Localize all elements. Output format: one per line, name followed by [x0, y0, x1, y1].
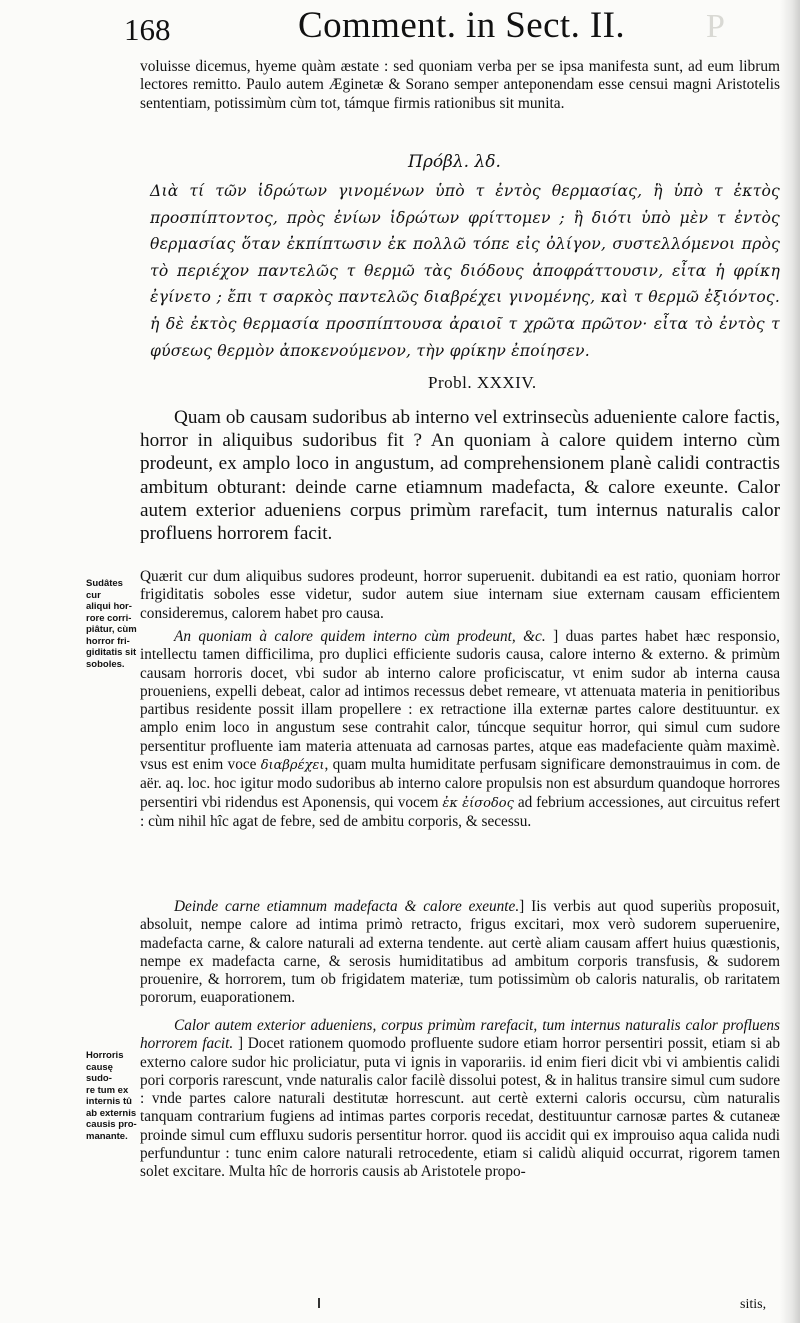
commentary-paragraph-1	[140, 568, 780, 623]
commentary-2-text-end: ad febrium accessiones, aut circuitus refert : cùm nihil hîc agat de febre, sed de ambitu corporis, & secessu.	[140, 793, 780, 830]
page-header	[112, 4, 792, 50]
commentary-4-text: ] Docet rationem quomodo profluente sudore etiam horror persentiri possit, etiam si ab externo calore sudor hic proliciatur, puta vi ignis in vaporariis. id enim fieri dicit vbi vi ambientis calidi pori corporis rarescunt, vnde naturalis calor facilè dissolui potest, & in halitus transire simul cum sudore : vnde partes calore naturali destitutæ horrescunt. aut certè externi caloris occursu, cùm naturalis tanquam contrarium fugiens ad intimas partes corporis recedat, destituuntur carnosæ partes & cutaneæ proinde simul cum effluxu sudoris persentitur horror. quod iis accidit qui ex improuiso aqua calida nudi perfunduntur : tunc enim calore naturali retrocedente, etiam si calidù aliquid occurrat, rigorem tamen solet excitare. Multa hîc de horroris causis ab Aristotele propo-	[140, 1035, 780, 1181]
show-through-letter: P	[706, 8, 725, 45]
commentary-1-text: Quærit cur dum aliquibus sudores prodeunt, horror superuenit. dubitandi ea est ratio, quoniam horror frigiditatis soboles esse videtur, sudor autem siue internam siue externam causam efficientem consideremus, calorem habet pro causa.	[140, 568, 780, 622]
commentary-2-text-after: , quam multa humiditate perfusam significare demonstrauimus in com. de aër. aq. loc. hoc igitur modo sudoribus ab interno calore propulsis non est absurdum quandoque horrores persentiri vbi ridendus est Aponensis, qui vocem	[140, 756, 780, 811]
greek-problem-heading: Πρόβλ. λδ.	[408, 152, 501, 172]
margin-note-horroris: Horroris causę sudo- re tum ex internis tû ab externis causis pro- manante.	[86, 1050, 137, 1142]
commentary-4-lemma: Calor autem exterior adueniens, corpus primùm rarefacit, tum internus naturalis calor profluens horrorem facit.	[140, 1017, 780, 1053]
commentary-2-text: ] duas partes habet hæc responsio, intellectu tamen difficilima, pro duplici efficiente sudoris causa, calore interno & externo. & primùm causam horroris docet, vbi sudor ab interno calore proficiscatur, vt enim sudor ab interna causa proueniens, expelli debeat, calor ad intimos recessus debet remeare, vt attenuata materia in penitioribus partibus residente possit illam propellere : ex retractione illa externæ partes calore destituuntur. ex amplo enim loco in angustum sese contrahit calor, túncque sequitur horror, qui simul cum sudore persentitur profluente iam materia attenuata ad carnosas partes, atque eas madefaciente quàm maximè. vsus est enim voce	[140, 628, 780, 774]
commentary-2-lemma: An quoniam à calore quidem interno cùm prodeunt, &c.	[174, 628, 546, 645]
commentary-paragraph-3	[140, 898, 780, 1008]
margin-note-sudores: Sudâtes cur aliqui hor- rore corri- piâtur, cùm horror fri- giditatis sit soboles.	[86, 578, 137, 670]
running-head: Comment. in Sect. II.	[298, 5, 625, 46]
latin-problem-heading: Probl. XXXIV.	[428, 373, 537, 392]
commentary-paragraph-2	[140, 628, 780, 831]
latin-problem-text: Quam ob causam sudoribus ab interno vel extrinsecùs adueniente calore factis, horror in aliquibus sudoribus fit ? An quoniam à calore quidem interno cùm prodeunt, ex amplo loco in angustum, ad comprehensionem planè calidi contractis ambitum obturant: deinde carne etiamnum madefacta, & calore exeunte. Calor autem exterior adueniens corpus primùm rarefacit, tum internus naturalis calor profluens horrorem facit.	[140, 407, 780, 545]
catchword: sitis,	[740, 1297, 767, 1312]
page-number: 168	[124, 12, 171, 47]
page-gutter-shadow	[780, 0, 800, 1323]
commentary-3-lemma: Deinde carne etiamnum madefacta & calore exeunte.	[174, 898, 520, 915]
intro-paragraph: voluisse dicemus, hyeme quàm æstate : sed quoniam verba per se ipsa manifesta sunt, ad eum librum lectores remitto. Paulo autem Æginetæ & Sorano semper anteponendam esse censui magni Aristotelis sententiam, potissimùm cùm tot, támque firmis rationibus sit munita.	[140, 58, 780, 112]
commentary-paragraph-4	[140, 1017, 780, 1182]
greek-problem-text: Διὰ τί τῶν ἱδρώτων γινομένων ὑπὸ τ ἐντὸς θερμασίας, ἢ ὑπὸ τ ἐκτὸς προσπίπτοντος, πρὸς ἐνίων ἱδρώτων φρίττομεν ; ἢ διότι ὑπὸ μὲν τ ἐντὸς θερμασίας ὅταν ἐκπίπτωσιν ἐκ πολλῶ τόπε εἰς ὀλίγον, συστελλόμενοι πρὸς τὸ περιέχον παντελῶς τ θερμῶ τὰς διόδους ἀποφράττουσιν, εἶτα ἡ φρίκη ἐγίνετο ; ἔπι τ σαρκὸς παντελῶς διαβρέχει γινομένης, καὶ τ θερμῶ ἐξιόντος. ἡ δὲ ἐκτὸς θερμασία προσπίπτουσα ἀραιοῖ τ χρῶτα πρῶτον· εἶτα τὸ ἐντὸς τ φύσεως θερμὸν ἀποκενούμενον, τὴν φρίκην ἐποίησεν.	[150, 182, 780, 360]
commentary-2-greek-2: ἐκ ἐίσοδος	[442, 795, 514, 811]
signature-mark	[318, 1298, 320, 1308]
commentary-3-text: ] Iis verbis aut quod superiùs proposuit, absoluit, nempe calore ad intima primò retracto, frigus excitari, mox verò sudorem superuenire, madefacta carne, & calore naturali ad externa tendente. aut certè aliam causam affert huius quæstionis, nempe ex madefacta carne, & serosis humiditatibus ad ambitum corporis transfusis, & sudorem prouenire, & horrorem, tum ob frigidatem materiæ, tum potissimùm ob caloris naturalis, ob raritatem pororum, euaporationem.	[140, 898, 780, 1007]
commentary-2-greek: διαβρέχει	[260, 758, 325, 774]
